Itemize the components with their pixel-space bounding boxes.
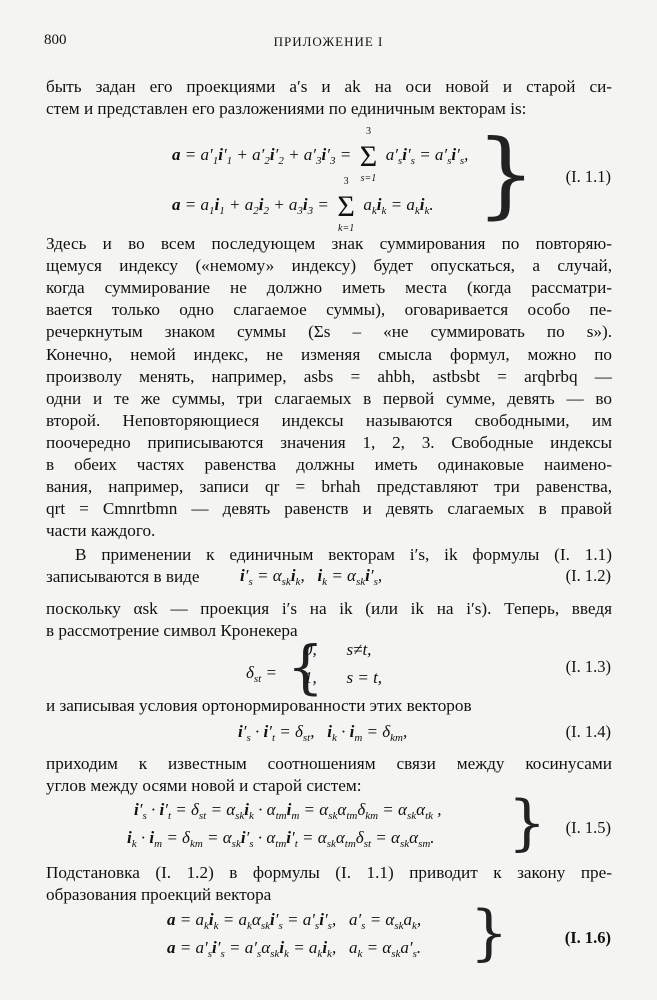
text-line: Подстановка (I. 1.2) в формулы (I. 1.1) приводит к закону пре- xyxy=(46,863,612,882)
left-brace: { xyxy=(287,633,324,701)
right-brace: } xyxy=(476,120,536,229)
text-line: речеркнутым знаком суммы (Σs – «не суммировать по s»). xyxy=(46,322,612,341)
equation-number: (I. 1.6) xyxy=(564,928,611,947)
text-line: произволу менять, например, asbs = ahbh, astbsbt = arqbrbq — xyxy=(46,367,612,386)
text-line: вается только одно слагаемое суммы), оговаривается особо пе- xyxy=(46,300,612,319)
text-line: быть задан его проекциями a′s и ak на оси новой и старой си- xyxy=(46,77,612,96)
text-line: поскольку αsk — проекция i′s на ik (или ik на i′s). Теперь, введя xyxy=(46,599,612,618)
equation-line: $a = a_1i_1 + a_2i_2 + a_3i_3$ = 3 Σ k=1 $a_ki_k = a_ki_k$. xyxy=(172,176,434,234)
running-title: ПРИЛОЖЕНИЕ I xyxy=(273,34,384,49)
equation-line: 1, s = t, xyxy=(304,668,383,687)
text-line: второй. Неповторяющиеся индексы называются свободными, им xyxy=(46,411,612,430)
equation-line: $a = a'_si'_s = a'_s\alpha_{sk}i_k = a_ki_k$, $a_k = \alpha_{sk}a'_s$. xyxy=(167,938,422,960)
page-number: 800 xyxy=(44,32,67,48)
text-line: когда суммирование не должно иметь места (когда рассматри- xyxy=(46,278,612,297)
equation-line: $\delta_{st}$ = xyxy=(246,663,277,685)
equation-number: (I. 1.3) xyxy=(565,657,611,676)
equation-number: (I. 1.1) xyxy=(565,167,611,186)
equation-number: (I. 1.4) xyxy=(565,722,611,741)
text-line: части каждого. xyxy=(46,521,156,540)
text-line: qrt = Cmnrtbmn — девять равенств и девять слагаемых в правой xyxy=(46,499,612,518)
text-line: и записывая условия ортонормированности этих векторов xyxy=(46,696,472,715)
equation-line: $i'_s \cdot i'_t = \delta_{st} = \alpha_{sk}i_k \cdot \alpha_{tm}i_m = \alpha_{sk}\alpha_{tm}\delta_{km} = \alpha_{sk}\alpha_{tk}$ , xyxy=(134,800,442,822)
text-line: Конечно, немой индекс, не изменяя смысла формул, можно по xyxy=(46,345,612,364)
text-line: щемуся индексу («немому» индексу) будет опускаться, а случай, xyxy=(46,256,612,275)
equation-line: $i'_s \cdot i'_t = \delta_{st}$, $i_k \cdot i_m = \delta_{km}$, xyxy=(238,722,408,744)
equation-line: 0, s≠t, xyxy=(304,640,372,659)
text-line: вания, например, записи qr = brhah представляют три равенства, xyxy=(46,477,612,496)
text-line: образования проекций вектора xyxy=(46,885,272,904)
equation-line: $a = a'_1i'_1 + a'_2i'_2 + a'_3i'_3$ = 3 Σ s=1 $a'_si'_s = a'_si'_s$, xyxy=(172,126,469,184)
text-line: Здесь и во всем последующем знак суммирования по повторяю- xyxy=(46,234,612,253)
right-brace: } xyxy=(470,898,509,968)
text-line: поочередно приписываются значения 1, 2, 3. Свободные индексы xyxy=(46,433,612,452)
equation-number: (I. 1.2) xyxy=(565,566,611,585)
text-line: приходим к известным соотношениям связи между косинусами xyxy=(46,754,612,773)
page-header xyxy=(44,32,613,56)
text-line: в рассмотрение символ Кронекера xyxy=(46,621,298,640)
equation-line: $i'_s = \alpha_{sk}i_k$, $i_k = \alpha_{sk}i'_s$, xyxy=(240,566,383,588)
equation-number: (I. 1.5) xyxy=(565,818,611,837)
text-line: в обеих частях равенства должны иметь одинаковые наимено- xyxy=(46,455,612,474)
text-line: стем и представлен его разложениями по единичным векторам is: xyxy=(46,99,527,118)
equation-line: $i_k \cdot i_m = \delta_{km} = \alpha_{sk}i'_s \cdot \alpha_{tm}i'_t = \alpha_{sk}\alpha_{tm}\delta_{st} = \alpha_{sk}\alpha_{sm}$. xyxy=(127,828,435,850)
text-line: В применении к единичным векторам i′s, ik формулы (I. 1.1) xyxy=(75,545,612,564)
right-brace: } xyxy=(508,788,547,858)
text-line: углов между осями новой и старой систем: xyxy=(46,776,362,795)
text-line: записываются в виде xyxy=(46,567,200,586)
equation-line: $a = a_ki_k = a_k\alpha_{sk}i'_s = a'_si'_s$, $a'_s = \alpha_{sk}a_k$, xyxy=(167,910,422,932)
text-line: одни и те же суммы, три слагаемых в первой сумме, девять — во xyxy=(46,389,612,408)
